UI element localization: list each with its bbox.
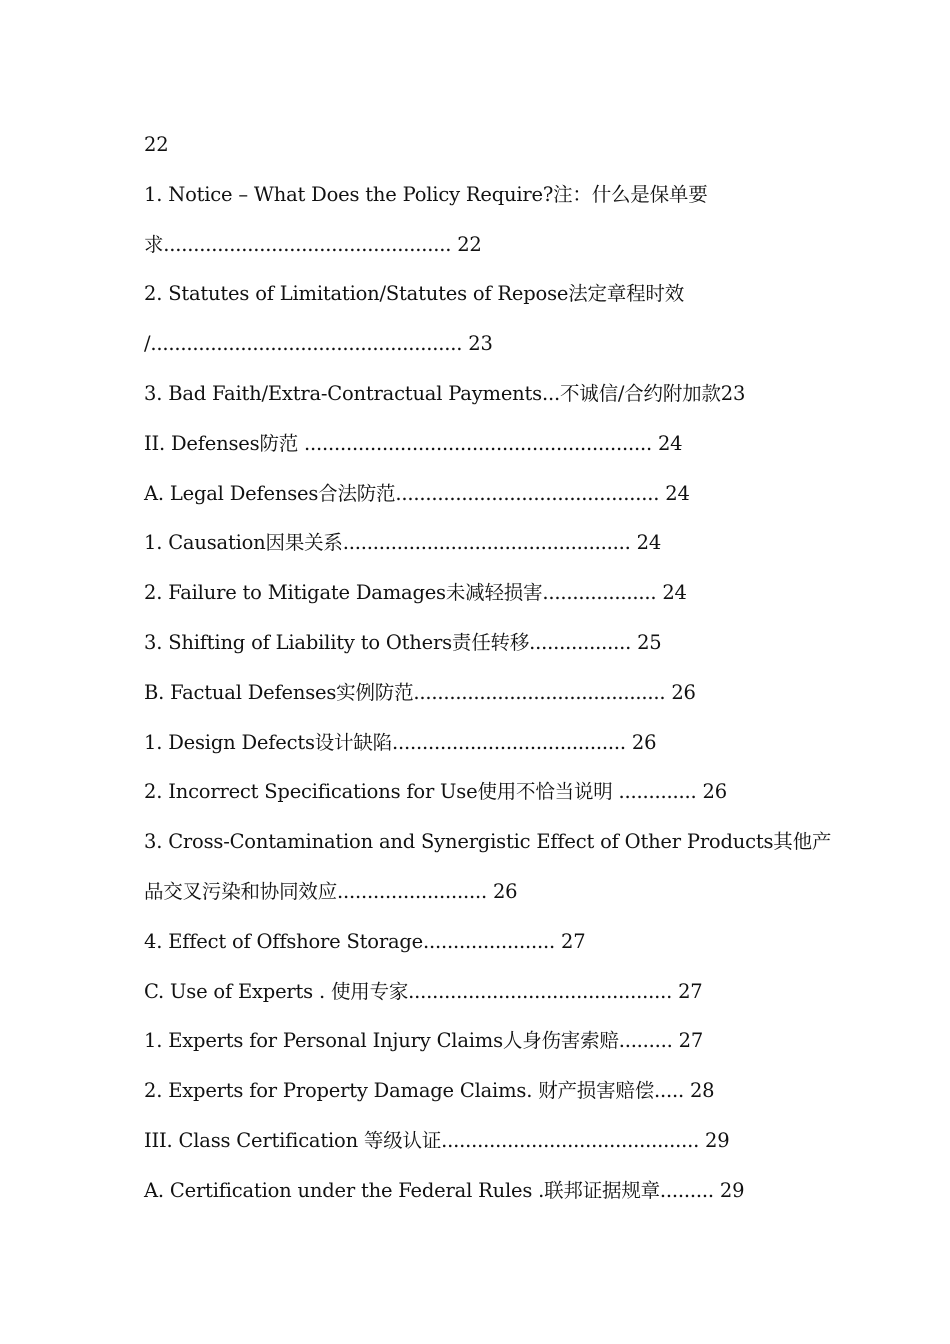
toc-line: 1. Experts for Personal Injury Claims人身伤害索赔......... 27 xyxy=(144,1029,704,1053)
toc-line: 22 xyxy=(144,133,169,156)
toc-line: 4. Effect of Offshore Storage...................... 27 xyxy=(144,929,586,953)
toc-line: 1. Notice – What Does the Policy Require?注：什么是保单要 xyxy=(144,182,708,206)
toc-line: A. Legal Defenses合法防范............................................ 24 xyxy=(144,481,690,505)
toc-line: 2. Statutes of Limitation/Statutes of Repose法定章程时效 xyxy=(144,282,685,306)
toc-line: 1. Design Defects设计缺陷....................................... 26 xyxy=(144,730,657,754)
toc-line: 品交叉污染和协同效应......................... 26 xyxy=(144,879,518,903)
toc-line: II. Defenses防范 .......................................................... 24 xyxy=(144,431,683,455)
toc-line: B. Factual Defenses实例防范.......................................... 26 xyxy=(144,680,696,704)
toc-line: 求................................................ 22 xyxy=(144,232,482,256)
toc-line: /.................................................... 23 xyxy=(144,332,493,356)
toc-line: 2. Failure to Mitigate Damages未减轻损害................... 24 xyxy=(144,581,687,605)
toc-line: C. Use of Experts . 使用专家............................................ 27 xyxy=(144,979,703,1003)
toc-line: 3. Shifting of Liability to Others责任转移................. 25 xyxy=(144,630,662,654)
toc-line: A. Certification under the Federal Rules .联邦证据规章......... 29 xyxy=(144,1178,745,1202)
toc-line: 1. Causation因果关系................................................ 24 xyxy=(144,531,662,555)
table-of-contents xyxy=(144,120,832,1216)
toc-line: 2. Incorrect Specifications for Use使用不恰当说明 ............. 26 xyxy=(144,780,727,804)
toc-line: 2. Experts for Property Damage Claims. 财产损害赔偿..... 28 xyxy=(144,1079,715,1103)
toc-line: 3. Cross-Contamination and Synergistic Effect of Other Products其他产 xyxy=(144,830,832,854)
toc-line: 3. Bad Faith/Extra-Contractual Payments...不诚信/合约附加款23 xyxy=(144,381,746,405)
toc-line: III. Class Certification 等级认证........................................... 29 xyxy=(144,1128,730,1152)
